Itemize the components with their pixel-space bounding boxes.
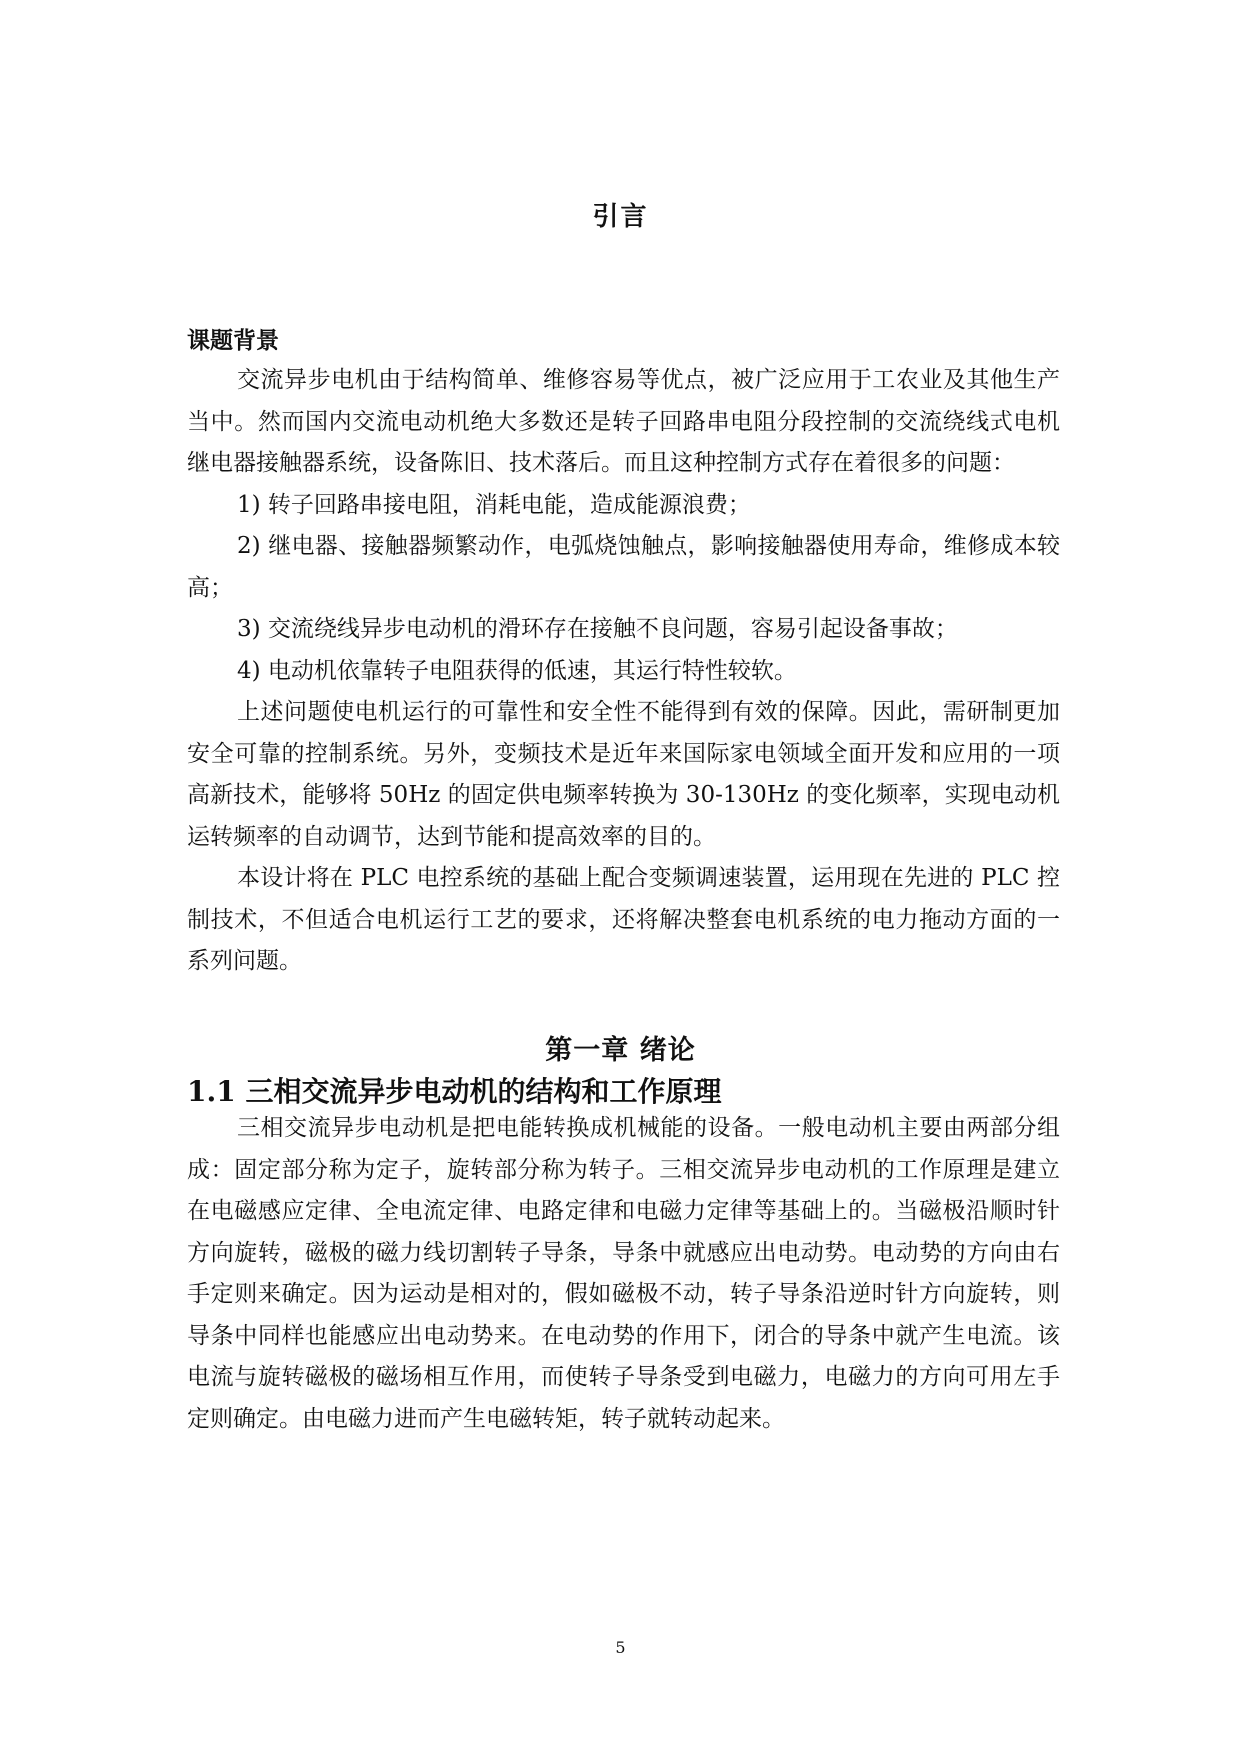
paragraph-3: 本设计将在 PLC 电控系统的基础上配合变频调速装置，运用现在先进的 PLC 控制技术，不但适合电机运行工艺的要求，还将解决整套电机系统的电力拖动方面的一系列问题。 bbox=[187, 865, 1060, 974]
problem-item-2: 2) 继电器、接触器频繁动作，电弧烧蚀触点，影响接触器使用寿命，维修成本较高； bbox=[187, 533, 1060, 601]
problem-item-1: 1) 转子回路串接电阻，消耗电能，造成能源浪费； bbox=[237, 491, 751, 518]
body-text-block-1 bbox=[187, 360, 1060, 983]
problem-item-4: 4) 电动机依靠转子电阻获得的低速，其运行特性较软。 bbox=[237, 657, 797, 684]
section-1-1-heading: 1.1 三相交流异步电动机的结构和工作原理 bbox=[187, 1075, 722, 1108]
body-text-block-2 bbox=[187, 1108, 1060, 1440]
paragraph-4: 三相交流异步电动机是把电能转换成机械能的设备。一般电动机主要由两部分组成：固定部分称为定子，旋转部分称为转子。三相交流异步电动机的工作原理是建立在电磁感应定律、全电流定律、电路定律和电磁力定律等基础上的。当磁极沿顺时针方向旋转，磁极的磁力线切割转子导条，导条中就感应出电动势。电动势的方向由右手定则来确定。因为运动是相对的，假如磁极不动，转子导条沿逆时针方向旋转，则导条中同样也能感应出电动势来。在电动势的作用下，闭合的导条中就产生电流。该电流与旋转磁极的磁场相互作用，而使转子导条受到电磁力，电磁力的方向可用左手定则确定。由电磁力进而产生电磁转矩，转子就转动起来。 bbox=[187, 1115, 1060, 1432]
paragraph-2: 上述问题使电机运行的可靠性和安全性不能得到有效的保障。因此，需研制更加安全可靠的控制系统。另外，变频技术是近年来国际家电领域全面开发和应用的一项高新技术，能够将 50Hz 的固定供电频率转换为 30-130Hz 的变化频率，实现电动机运转频率的自动调节，达到节能和提高效率的目的。 bbox=[187, 699, 1060, 850]
page-title: 引言 bbox=[592, 202, 649, 232]
page-number: 5 bbox=[615, 1638, 626, 1657]
problem-item-3: 3) 交流绕线异步电动机的滑环存在接触不良问题，容易引起设备事故； bbox=[237, 616, 958, 642]
section-heading: 课题背景 bbox=[187, 327, 279, 354]
chapter-title: 第一章 绪论 bbox=[545, 1035, 696, 1066]
intro-paragraph: 交流异步电机由于结构简单、维修容易等优点，被广泛应用于工农业及其他生产当中。然而国内交流电动机绝大多数还是转子回路串电阻分段控制的交流绕线式电机继电器接触器系统，设备陈旧、技术落后。而且这种控制方式存在着很多的问题： bbox=[187, 367, 1060, 476]
